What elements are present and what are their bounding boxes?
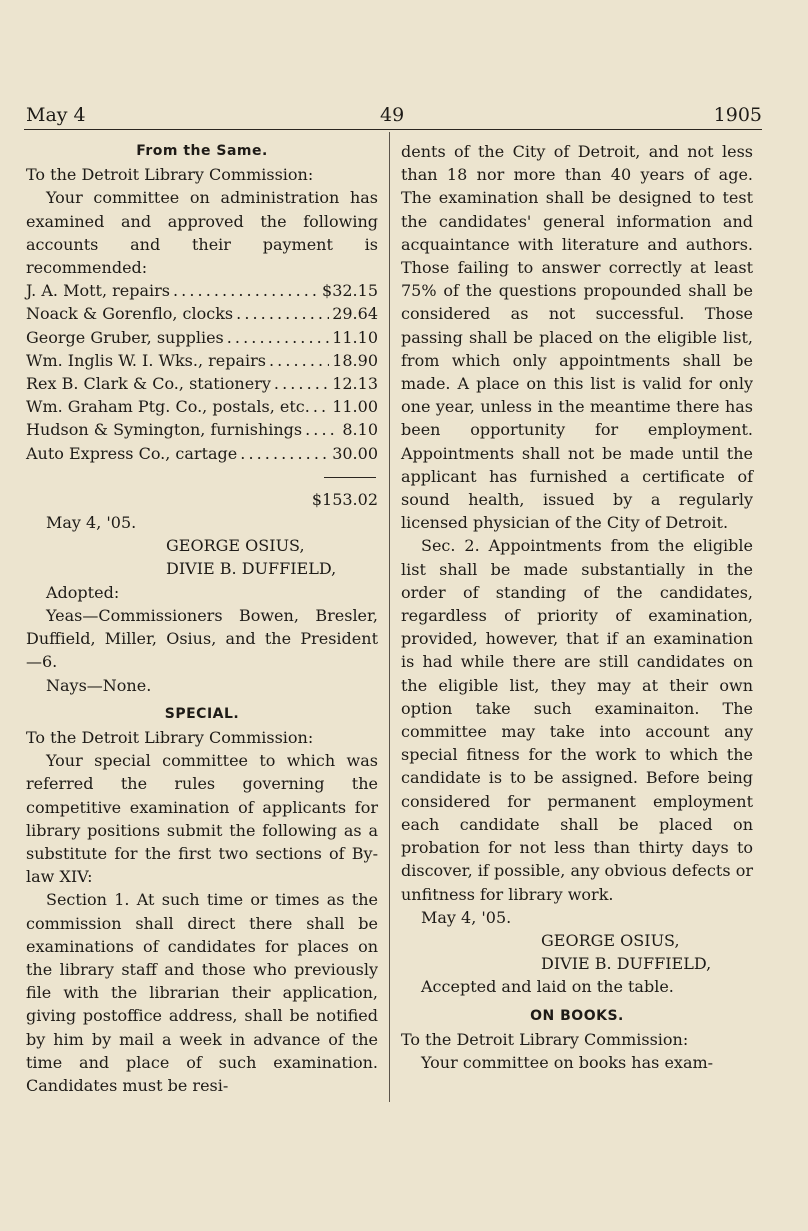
account-name: George Gruber, supplies [26,327,224,347]
books-heading: ON BOOKS. [530,1007,624,1024]
account-name: Auto Express Co., cartage [26,443,238,463]
account-row [26,326,378,349]
account-row [26,395,378,418]
account-amount: 11.00 [332,397,378,417]
leader-dots [173,279,319,302]
special-intro: Your special committee to which was referred the rules governing the competitive examination of applicants for library positions submit the following as a substitute for the first two sections of By-law XIV: [26,751,378,887]
total-rule [26,465,378,488]
account-name: Wm. Inglis W. I. Wks., repairs [26,350,266,370]
leader-dots [305,418,339,441]
adopted-label: Adopted: [46,582,120,602]
account-row [26,302,378,325]
account-amount: 18.90 [332,350,378,370]
signature-date: May 4, '05. [46,513,137,533]
column-divider [389,132,390,1102]
signature-date: May 4, '05. [421,907,512,927]
leader-dots [269,349,329,372]
section-1-paragraph: Section 1. At such time or times as the commission shall direct there shall be examinations of candidates for places on the library staff and those who previously file with the librarian their application, giving postoffice address, shall be notified by him by mail a week in advance of the time and place of such examination. Candidates must be resi- [26,890,378,1095]
page-header [26,104,762,130]
section-heading: From the Same. [136,143,268,159]
nays-line: Nays—None. [46,675,152,695]
account-amount: 29.64 [332,304,378,324]
header-year: 1905 [713,104,762,126]
books-salutation: To the Detroit Library Commission: [401,1029,689,1049]
special-salutation: To the Detroit Library Commission: [26,727,314,747]
accounts-total: $153.02 [311,489,378,509]
account-row [26,418,378,441]
salutation: To the Detroit Library Commission: [26,165,314,185]
leader-dots [236,302,329,325]
accounts-list [26,279,378,465]
header-date: May 4 [26,104,86,126]
account-amount: 11.10 [332,327,378,347]
signatory: DIVIE B. DUFFIELD, [541,954,712,974]
account-name: Rex B. Clark & Co., stationery [26,373,271,393]
special-heading: SPECIAL. [164,705,240,722]
header-rule [24,129,762,130]
leader-dots [313,395,329,418]
books-intro: Your committee on books has exam- [421,1052,714,1072]
account-row [26,279,378,302]
account-amount: $32.15 [322,281,378,301]
account-row [26,372,378,395]
signatory: GEORGE OSIUS, [166,536,305,556]
leader-dots [274,372,329,395]
account-row [26,349,378,372]
account-name: J. A. Mott, repairs [26,281,170,301]
signatory: DIVIE B. DUFFIELD, [166,559,337,579]
account-row [26,442,378,465]
leader-dots [240,442,329,465]
account-amount: 30.00 [332,443,378,463]
intro-paragraph: Your committee on administration has examined and approved the following accounts and their payment is recommended: [26,188,378,277]
account-name: Wm. Graham Ptg. Co., postals, etc. [26,397,310,417]
yeas-line: Yeas—Commissioners Bowen, Bresler, Duffield, Miller, Osius, and the President —6. [26,605,378,672]
account-name: Noack & Gorenflo, clocks [26,304,234,324]
leader-dots [227,326,329,349]
account-name: Hudson & Symington, furnishings [26,420,303,440]
left-column [26,140,378,1097]
section-1-continued: dents of the City of Detroit, and not less than 18 nor more than 40 years of age. The examination shall be designed to test the candidates' general information and acquaintance with literature and authors. Those failing to answer correctly at least 75% of the questions propounded shall be considered as not successful. Those passing shall be placed on the eligible list, from which only appointments shall be made. A place on this list is valid for only one year, unless in the meantime there has been opportunity for employment. Appointments shall not be made until the applicant has furnished a certificate of sound health, issued by a regularly licensed physician of the City of Detroit. [401,142,753,533]
right-column [401,140,753,1074]
account-amount: 12.13 [332,373,378,393]
signatory: GEORGE OSIUS, [541,930,680,950]
page-number: 49 [380,104,405,126]
section-2-paragraph: Sec. 2. Appointments from the eligible list shall be made substantially in the order of standing of the candidates, regardless of priority of examination, provided, however, that if an examination is had while there are still candidates on the eligible list, they may at their own option take such examinaiton. The committee may take into account any special fitness for the work to which the candidate is to be assigned. Before being considered for permanent employment each candidate shall be placed on probation for not less than thirty days to discover, if possible, any obvious defects or unfitness for library work. [401,536,753,904]
accepted-line: Accepted and laid on the table. [421,977,674,997]
account-amount: 8.10 [342,420,378,440]
